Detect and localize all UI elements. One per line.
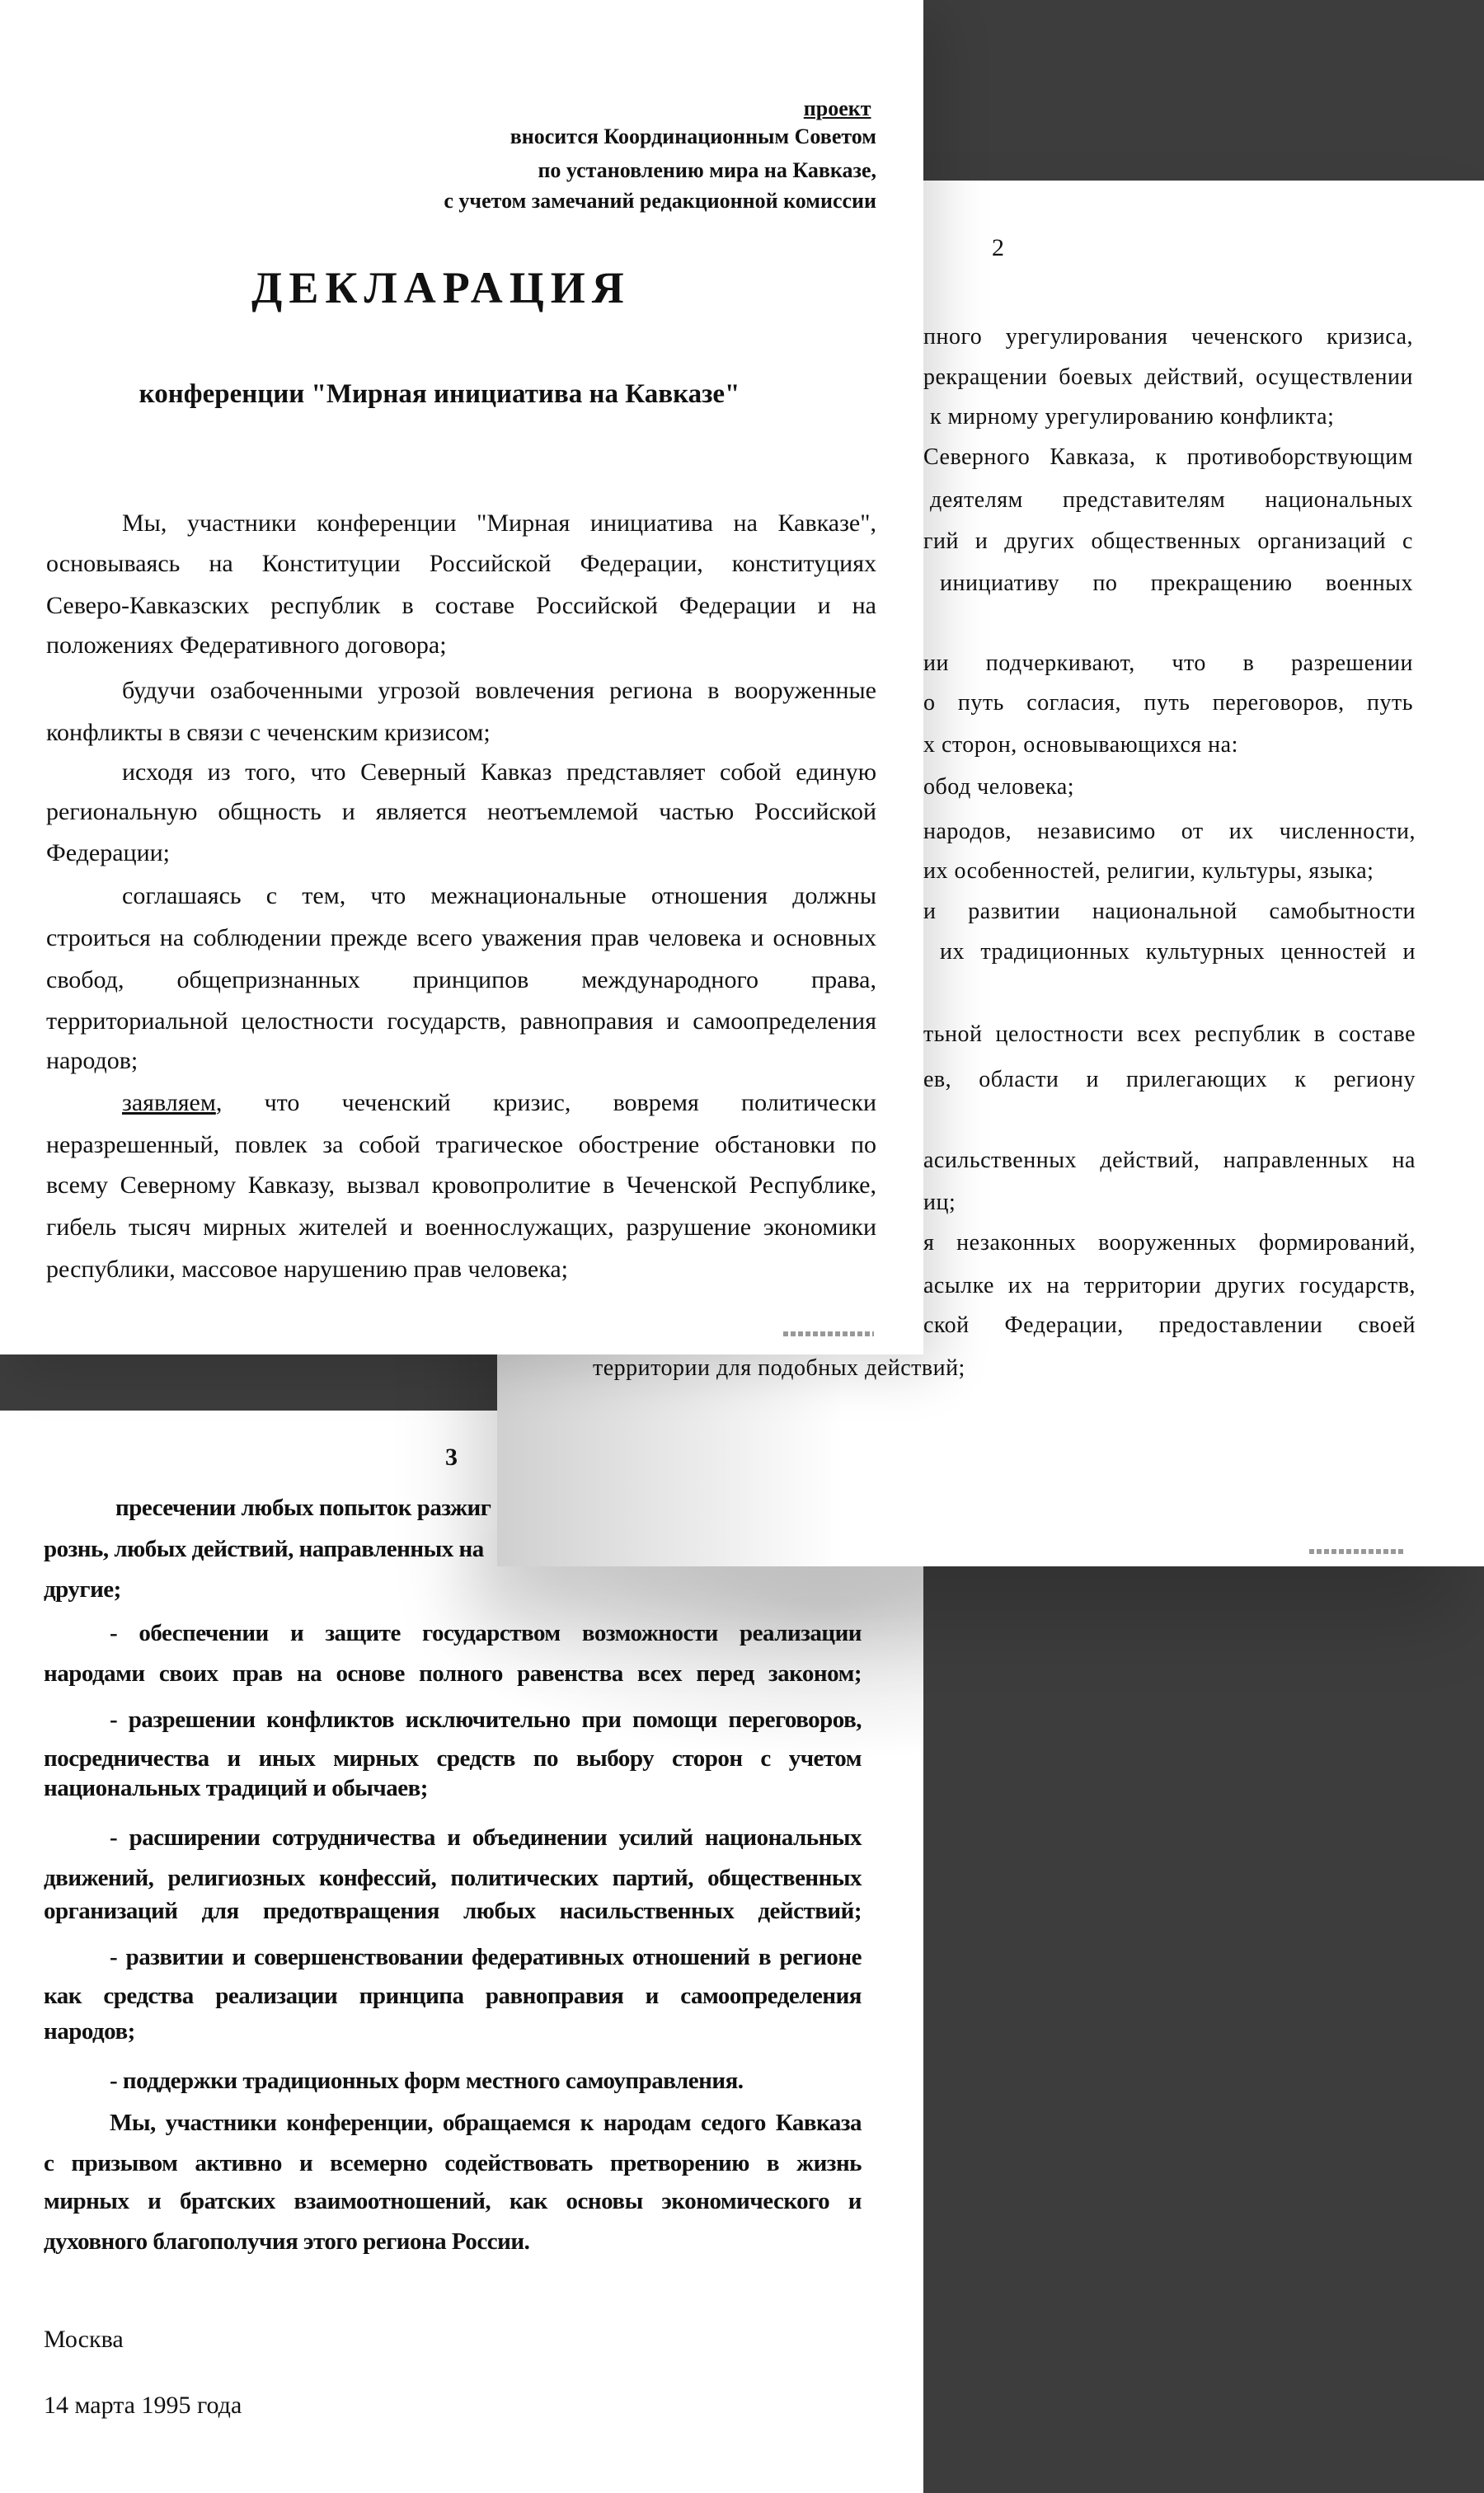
- text-line: х сторон, основывающихся на:: [923, 732, 1238, 758]
- text-line: к мирному урегулированию конфликта;: [930, 404, 1335, 430]
- text-line: их особенностей, религии, культуры, языка;: [923, 858, 1374, 884]
- text-line: с призывом активно и всемерно содействовать претворению в жизнь: [44, 2150, 862, 2176]
- text-line: конфликты в связи с чеченским кризисом;: [46, 719, 491, 746]
- text-line: деятелям представителям национальных: [930, 487, 1413, 513]
- text-line: положениях Федеративного договора;: [46, 631, 447, 659]
- text-line: свобод, общепризнанных принципов международного права,: [46, 966, 876, 993]
- draft-stamp: [804, 94, 876, 124]
- text-line: республики, массовое нарушению прав человека;: [46, 1256, 568, 1283]
- header-line: с учетом замечаний редакционной комиссии: [444, 189, 876, 213]
- text-line: я незаконных вооруженных формирований,: [923, 1230, 1416, 1256]
- text-line: народами своих прав на основе полного равенства всех перед законом;: [44, 1660, 862, 1687]
- text-line: Северного Кавказа, к противоборствующим: [923, 444, 1413, 470]
- text-line: заявляем, что чеченский кризис, вовремя политически: [122, 1089, 876, 1116]
- text-line: - развитии и совершенствовании федеративных отношений в регионе: [110, 1944, 862, 1970]
- text-line: территории для подобных действий;: [593, 1355, 965, 1381]
- text-line: о путь согласия, путь переговоров, путь: [923, 690, 1413, 716]
- text-line: рекращении боевых действий, осуществлении: [923, 364, 1413, 390]
- text-line: будучи озабоченными угрозой вовлечения региона в вооруженные: [122, 677, 876, 704]
- text-line: рознь, любых действий, направленных на: [44, 1536, 484, 1562]
- draft-stamp-text: проект: [803, 96, 871, 120]
- text-line: как средства реализации принципа равноправия и самоопределения: [44, 1983, 862, 2009]
- text-line: ии подчеркивают, что в разрешении: [923, 650, 1413, 676]
- text-line: ской Федерации, предоставлении своей: [923, 1312, 1416, 1338]
- text-line: другие;: [44, 1576, 121, 1603]
- text-line: региональную общность и является неотъемлемой частью Российской: [46, 798, 876, 825]
- emphasis-word: заявляем: [122, 1089, 216, 1116]
- text-line: инициативу по прекращению военных: [940, 570, 1413, 596]
- text-line: ев, области и прилегающих к региону: [923, 1067, 1416, 1092]
- text-line: национальных традиций и обычаев;: [44, 1775, 428, 1801]
- footer-mark: [783, 1331, 874, 1336]
- text-line: организаций для предотвращения любых насильственных действий;: [44, 1898, 862, 1924]
- text-line: соглашаясь с тем, что межнациональные отношения должны: [122, 882, 876, 909]
- text-line: Федерации;: [46, 839, 171, 866]
- footer-mark: [1309, 1549, 1404, 1554]
- text-line: тьной целостности всех республик в составе: [923, 1021, 1416, 1047]
- date: 14 марта 1995 года: [44, 2392, 242, 2419]
- page-1: [0, 0, 923, 1354]
- text-line: - расширении сотрудничества и объединении усилий национальных: [110, 1824, 862, 1851]
- document-subtitle: конференции "Мирная инициатива на Кавказе": [139, 379, 740, 409]
- text-line: гибель тысяч мирных жителей и военнослужащих, разрушение экономики: [46, 1214, 876, 1241]
- document-title: ДЕКЛАРАЦИЯ: [251, 263, 631, 312]
- text-line: всему Северному Кавказу, вызвал кровопролитие в Чеченской Республике,: [46, 1171, 876, 1199]
- text-line: гий и других общественных организаций с: [923, 528, 1413, 554]
- text-line: мирных и братских взаимоотношений, как основы экономического и: [44, 2188, 862, 2214]
- text-line: их традиционных культурных ценностей и: [940, 939, 1416, 965]
- page-3: [0, 1411, 923, 2493]
- text-line: обод человека;: [923, 774, 1075, 800]
- page-number: 3: [445, 1444, 458, 1471]
- text-line: пного урегулирования чеченского кризиса,: [923, 324, 1413, 350]
- text-line: иц;: [923, 1190, 956, 1215]
- header-line: вносится Координационным Советом: [510, 124, 876, 148]
- place: Москва: [44, 2326, 124, 2353]
- text-line: народов, независимо от их численности,: [923, 819, 1416, 844]
- text-line: асылке их на территории других государств,: [923, 1273, 1416, 1298]
- text-line: движений, религиозных конфессий, политических партий, общественных: [44, 1865, 862, 1891]
- text-line: и развитии национальной самобытности: [923, 899, 1416, 924]
- text-line: Мы, участники конференции, обращаемся к народам седого Кавказа: [110, 2110, 862, 2136]
- text-line: исходя из того, что Северный Кавказ представляет собой единую: [122, 758, 876, 786]
- text-line: Северо-Кавказских республик в составе Российской Федерации и на: [46, 592, 876, 619]
- text-line: строиться на соблюдении прежде всего уважения прав человека и основных: [46, 924, 876, 951]
- text-line: посредничества и иных мирных средств по выбору сторон с учетом: [44, 1745, 862, 1772]
- page-number: 2: [992, 234, 1004, 261]
- text-line: - поддержки традиционных форм местного самоуправления.: [110, 2068, 744, 2094]
- text-line: территориальной целостности государств, равноправия и самоопределения: [46, 1007, 876, 1035]
- text-line: народов;: [44, 2018, 135, 2045]
- text-line: духовного благополучия этого региона России.: [44, 2228, 530, 2255]
- text-line: основываясь на Конституции Российской Федерации, конституциях: [46, 550, 876, 577]
- text-line: народов;: [46, 1047, 139, 1074]
- text-line: асильственных действий, направленных на: [923, 1148, 1416, 1173]
- text-line: неразрешенный, повлек за собой трагическое обострение обстановки по: [46, 1131, 876, 1158]
- text-line: пресечении любых попыток разжиг: [115, 1495, 491, 1521]
- text-line: - обеспечении и защите государством возможности реализации: [110, 1620, 862, 1646]
- header-line: по установлению мира на Кавказе,: [538, 158, 876, 182]
- text-line: Мы, участники конференции "Мирная инициатива на Кавказе",: [122, 509, 876, 537]
- text-line: - разрешении конфликтов исключительно при помощи переговоров,: [110, 1707, 862, 1733]
